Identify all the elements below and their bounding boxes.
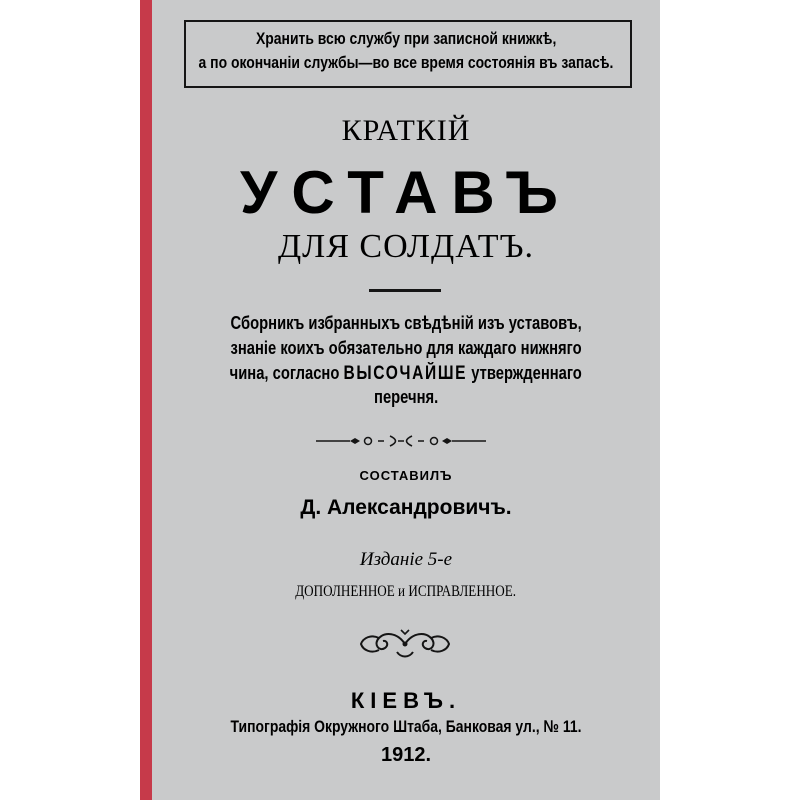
edition-label: Изданіе 5-е <box>359 549 453 570</box>
description-line-3-end: утвержденнаго <box>467 363 583 383</box>
description-line-3 <box>152 363 660 385</box>
author-name: Д. Александровичъ. <box>300 496 512 519</box>
supplemented-label: ДОПОЛНЕННОЕ и ИСПРАВЛЕННОЕ. <box>295 583 517 600</box>
publication-printer: Типографія Окружного Штаба, Банковая ул., № 11. <box>230 717 582 736</box>
title-ustav: УСТАВЪ <box>240 159 572 226</box>
spine-stripe <box>140 0 152 800</box>
storage-note-line-1: Хранить всю службу при записной книжкѣ, <box>255 29 557 48</box>
description-line-4: перечня. <box>373 387 439 407</box>
flourish-divider-icon <box>316 432 486 450</box>
title-for-soldiers: ДЛЯ СОЛДАТЪ. <box>277 228 535 265</box>
title-rule <box>369 289 441 292</box>
storage-note-line-2: а по окончаніи службы—во все время состоянія въ запасѣ. <box>198 53 614 72</box>
description-line-2: знаніе коихъ обязательно для каждаго нижняго <box>230 338 582 358</box>
publication-year: 1912. <box>380 744 432 766</box>
description-line-1: Сборникъ избранныхъ свѣдѣній изъ уставовъ, <box>230 313 582 333</box>
scroll-ornament-icon <box>357 626 453 662</box>
title-kratkiy: КРАТКІЙ <box>341 114 471 147</box>
description-line-3-start: чина, согласно <box>229 363 344 383</box>
publication-city: КІЕВЪ. <box>350 688 462 713</box>
compiled-by-label: СОСТАВИЛЪ <box>359 468 453 483</box>
description-vysochayshe: ВЫСОЧАЙШЕ <box>343 363 468 384</box>
